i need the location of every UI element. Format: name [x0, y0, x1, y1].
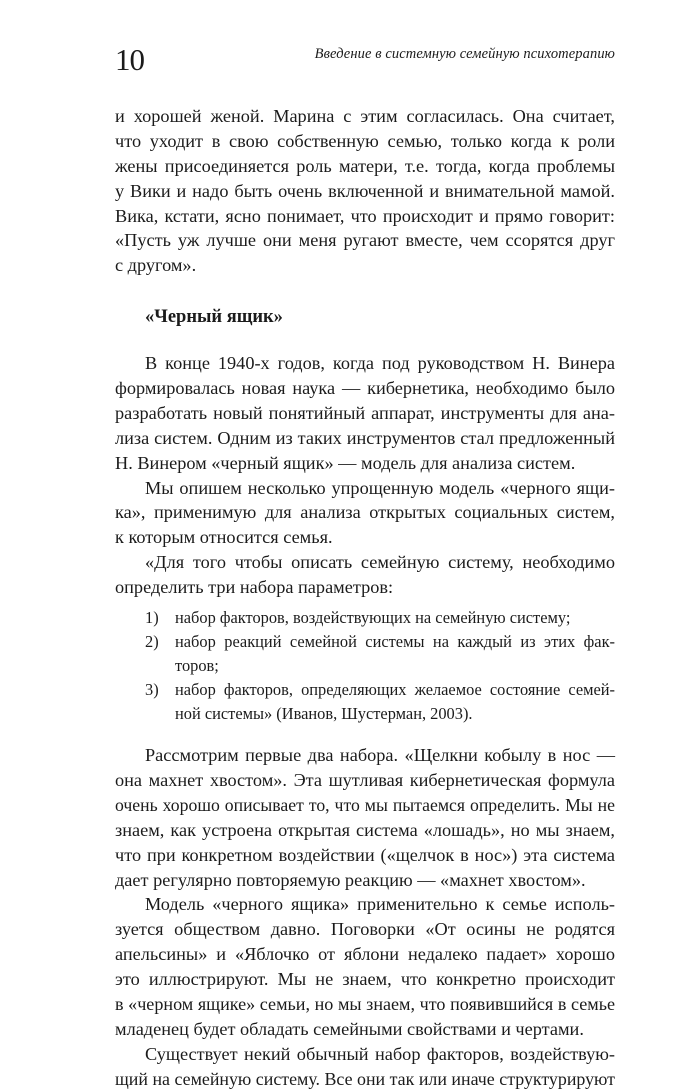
text-line: что уходит в свою собственную семью, только когда к роли	[115, 130, 615, 151]
text-line: разработать новый понятийный аппарат, инструменты для ана-	[115, 402, 615, 423]
text-line: знаем, как устроена открытая система «лошадь», но мы знаем,	[115, 819, 615, 840]
list-item	[115, 678, 615, 702]
text-line: что при конкретном воздействии («щелчок в нос») эта система	[115, 844, 615, 865]
text-line: дает регулярно повторяемую реакцию — «махнет хвостом».	[115, 869, 586, 890]
text-line: определить три набора параметров:	[115, 577, 394, 598]
paragraph	[115, 351, 615, 475]
text-line: у Вики и надо быть очень включенной и внимательной мамой.	[115, 180, 615, 201]
list-number: 1)	[145, 608, 159, 628]
list-text: набор реакций семейной системы на каждый из этих фак-	[175, 632, 615, 652]
text-line: в «черном ящике» семьи, но мы знаем, что появившийся в семье	[115, 993, 615, 1014]
text-line: зуется обществом давно. Поговорки «От осины не родятся	[115, 919, 615, 940]
text-line: Мы опишем несколько упрощенную модель «черного ящи-	[145, 477, 615, 498]
paragraph	[115, 892, 615, 1041]
numbered-list	[115, 606, 615, 726]
page-header	[115, 42, 615, 82]
body-text	[115, 104, 615, 1092]
text-line: формировалась новая наука — кибернетика, необходимо было	[115, 378, 615, 399]
paragraph	[115, 1042, 615, 1092]
list-text: набор факторов, воздействующих на семейную систему;	[175, 608, 571, 628]
list-item	[115, 630, 615, 654]
list-number: 3)	[145, 680, 159, 700]
text-line: Существует некий обычный набор факторов, воздействую-	[145, 1043, 615, 1064]
text-line: и хорошей женой. Марина с этим согласилась. Она считает,	[115, 106, 615, 126]
paragraph	[115, 743, 615, 892]
text-line: очень хорошо описывает то, что мы пытаемся определить. Мы не	[115, 794, 615, 815]
paragraph	[115, 104, 615, 278]
text-line: Н. Винером «черный ящик» — модель для анализа систем.	[115, 452, 576, 473]
list-text: торов;	[175, 656, 219, 676]
text-line: это иллюстрируют. Мы не знаем, что конкретно происходит	[115, 969, 615, 990]
text-line: апельсины» и «Яблочко от яблони недалеко падает» хорошо	[115, 944, 615, 965]
paragraph	[115, 476, 615, 551]
text-line: с другом».	[115, 255, 197, 276]
text-line: «Пусть уж лучше они меня ругают вместе, чем ссорятся друг	[115, 230, 615, 251]
paragraph	[115, 550, 615, 600]
list-text: ной системы» (Иванов, Шустерман, 2003).	[175, 704, 473, 724]
text-line: жены присоединяется роль матери, т.е. тогда, когда проблемы	[115, 155, 615, 176]
text-line: Модель «черного ящика» применительно к семье исполь-	[145, 894, 615, 915]
text-line: Рассмотрим первые два набора. «Щелкни кобылу в нос —	[145, 745, 615, 766]
text-line: к которым относится семья.	[115, 527, 333, 548]
page-number: 10	[115, 42, 144, 77]
text-line: лиза систем. Одним из таких инструментов стал предложенный	[115, 427, 615, 448]
list-item	[115, 606, 615, 630]
text-line: ка», применимую для анализа открытых социальных систем,	[115, 502, 615, 523]
running-head: Введение в системную семейную психотерапию	[314, 46, 615, 62]
list-number: 2)	[145, 632, 159, 652]
text-line: она махнет хвостом». Эта шутливая кибернетическая формула	[115, 769, 615, 790]
list-text: набор факторов, определяющих желаемое состояние семей-	[175, 680, 615, 700]
text-line: Вика, кстати, ясно понимает, что происходит и прямо говорит:	[115, 205, 615, 226]
text-line: «Для того чтобы описать семейную систему, необходимо	[145, 552, 615, 573]
section-heading: «Черный ящик»	[145, 307, 283, 328]
text-line: щий на семейную систему. Все они так или иначе структурируют	[115, 1068, 615, 1089]
text-line: младенец будет обладать семейными свойствами и чертами.	[115, 1018, 584, 1039]
text-line: В конце 1940-х годов, когда под руководством Н. Винера	[145, 353, 615, 374]
